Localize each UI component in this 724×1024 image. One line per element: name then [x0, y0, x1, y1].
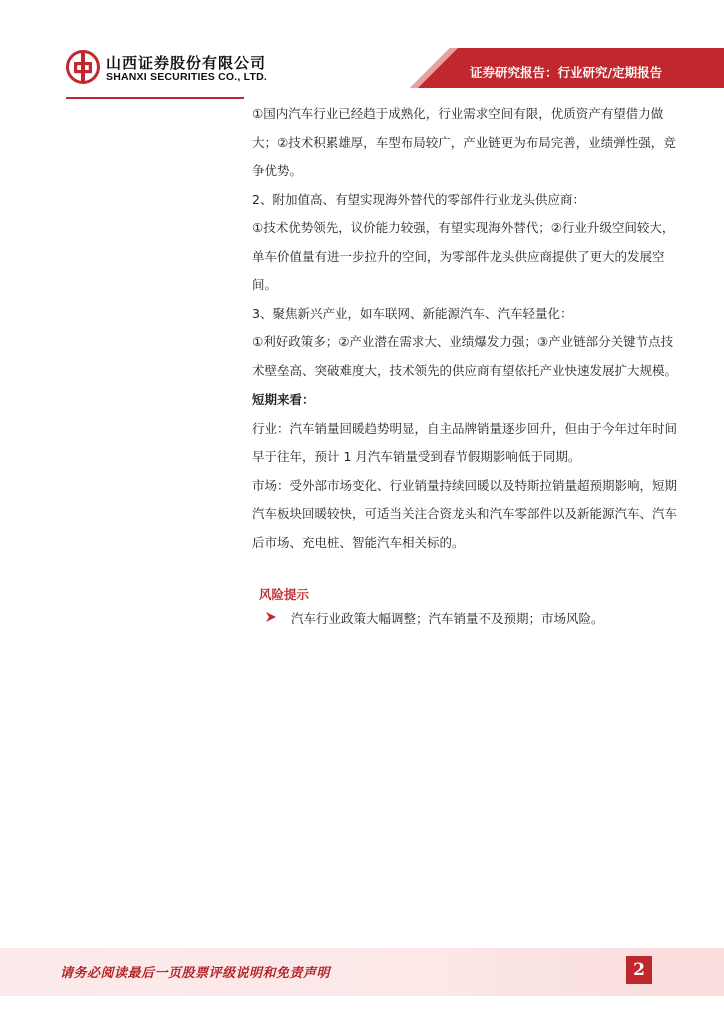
risk-item-text: 汽车行业政策大幅调整；汽车销量不及预期；市场风险。: [291, 611, 604, 626]
arrow-bullet-icon: [265, 611, 277, 623]
footer-disclaimer: 请务必阅读最后一页股票评级说明和免责声明: [60, 966, 331, 981]
section-subheading: 短期来看：: [252, 392, 315, 407]
report-type-label: 证券研究报告：行业研究/定期报告: [470, 65, 663, 80]
page-header: [0, 0, 724, 100]
body-paragraph: 3、聚焦新兴产业，如车联网、新能源汽车、汽车轻量化：: [252, 305, 573, 321]
body-paragraph: ①技术优势领先，议价能力较强，有望实现海外替代；②行业升级空间较大，单车价值量有进一步拉升的空间，为零部件龙头供应商提供了更大的发展空间。: [252, 220, 675, 292]
risk-section-title: 风险提示: [259, 587, 310, 602]
body-paragraph: 行业：汽车销量回暖趋势明显，自主品牌销量逐步回升，但由于今年过年时间早于往年，预计 1 月汽车销量受到春节假期影响低于同期。: [252, 420, 678, 464]
body-paragraph: 2、附加值高、有望实现海外替代的零部件行业龙头供应商：: [252, 191, 585, 207]
main-content: [252, 100, 682, 557]
company-name-en: SHANXI SECURITIES CO., LTD.: [106, 71, 267, 83]
header-divider: [66, 97, 244, 99]
company-name-cn: 山西证券股份有限公司: [106, 54, 267, 72]
body-paragraph: 市场：受外部市场变化、行业销量持续回暖以及特斯拉销量超预期影响，短期汽车板块回暖较快，可适当关注合资龙头和汽车零部件以及新能源汽车、汽车后市场、充电桩、智能汽车相关标的。: [252, 477, 678, 550]
page-number: 2: [626, 956, 652, 984]
body-paragraph: ①利好政策多；②产业潜在需求大、业绩爆发力强；③产业链部分关键节点技术壁垒高、突破难度大，技术领先的供应商有望依托产业快速发展扩大规模。: [252, 334, 678, 378]
risk-list-item: [265, 609, 685, 629]
body-paragraph: ①国内汽车行业已经趋于成熟化，行业需求空间有限，优质资产有望借力做大；②技术积累雄厚，车型布局较广，产业链更为布局完善，业绩弹性强，竞争优势。: [252, 106, 676, 178]
shanxi-securities-logo-icon: [66, 50, 100, 84]
